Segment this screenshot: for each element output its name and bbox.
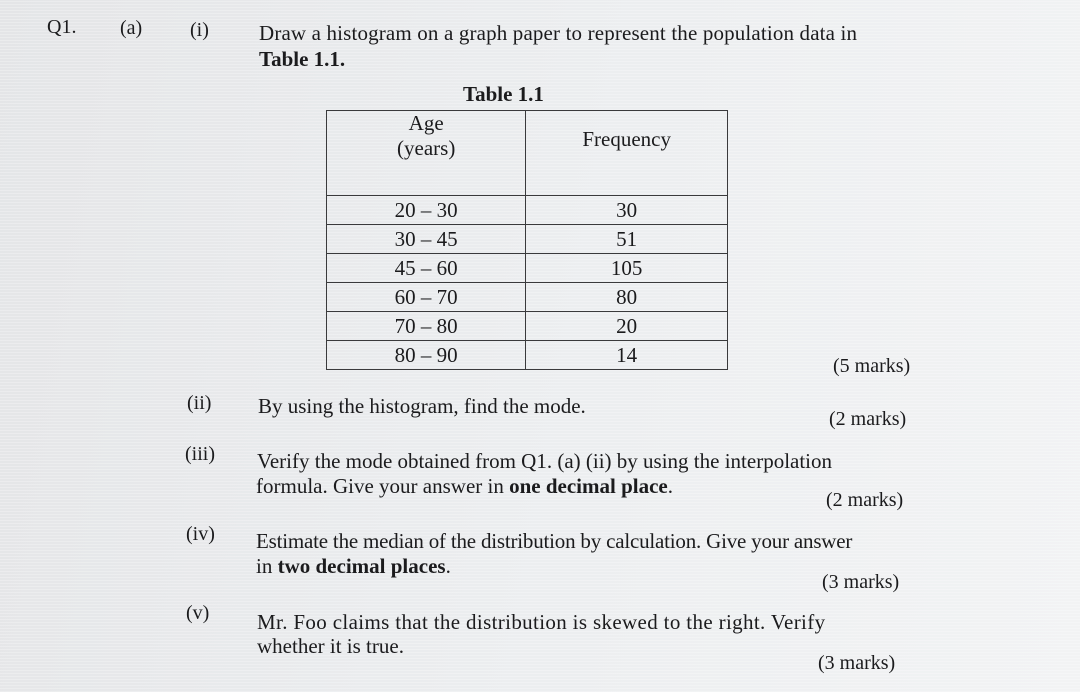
subpart-v-text-line2: whether it is true. bbox=[257, 634, 404, 658]
frequency-cell: 20 bbox=[526, 312, 728, 341]
subpart-iv-line2-post: . bbox=[445, 554, 451, 578]
frequency-cell: 51 bbox=[526, 225, 728, 254]
table-row bbox=[327, 196, 728, 225]
age-cell: 60 – 70 bbox=[327, 283, 526, 312]
subpart-i-text-line2: Table 1.1. bbox=[259, 47, 346, 71]
subpart-iv-line2-pre: in bbox=[256, 554, 278, 578]
subpart-iii-text-line1: Verify the mode obtained from Q1. (a) (ii) by using the interpolation bbox=[257, 449, 833, 473]
subpart-label-ii: (ii) bbox=[187, 392, 212, 414]
subpart-iv-text-line1: Estimate the median of the distribution by calculation. Give your answer bbox=[256, 529, 853, 553]
table-row bbox=[327, 341, 728, 370]
subpart-label-v: (v) bbox=[186, 602, 210, 624]
frequency-cell: 105 bbox=[526, 254, 728, 283]
subpart-label-iii: (iii) bbox=[185, 443, 215, 465]
subpart-iii-line2-pre: formula. Give your answer in bbox=[256, 474, 510, 498]
subpart-i-marks: (5 marks) bbox=[833, 355, 911, 377]
age-header-line2: (years) bbox=[397, 136, 456, 161]
table-row bbox=[327, 283, 728, 312]
frequency-column-header: Frequency bbox=[526, 111, 728, 196]
question-number: Q1. bbox=[47, 16, 77, 38]
age-cell: 70 – 80 bbox=[327, 312, 526, 341]
part-label: (a) bbox=[120, 17, 143, 39]
subpart-iii-line2-post: . bbox=[667, 474, 673, 498]
subpart-ii-text: By using the histogram, find the mode. bbox=[258, 394, 586, 418]
subpart-iv-text-line2 bbox=[256, 556, 451, 577]
subpart-iii-marks: (2 marks) bbox=[826, 489, 904, 511]
subpart-i-text-line1: Draw a histogram on a graph paper to represent the population data in bbox=[259, 21, 858, 45]
table-caption: Table 1.1 bbox=[463, 82, 544, 106]
age-header-line1: Age bbox=[408, 111, 444, 135]
table-header-row bbox=[327, 111, 728, 196]
age-cell: 45 – 60 bbox=[327, 254, 526, 283]
subpart-iii-text-line2 bbox=[256, 476, 673, 497]
frequency-cell: 80 bbox=[526, 283, 728, 312]
subpart-ii-marks: (2 marks) bbox=[829, 408, 907, 430]
table-row bbox=[327, 254, 728, 283]
subpart-label-i: (i) bbox=[190, 19, 209, 41]
age-cell: 20 – 30 bbox=[327, 196, 526, 225]
subpart-iv-emphasis: two decimal places bbox=[277, 554, 446, 578]
subpart-iv-marks: (3 marks) bbox=[822, 571, 900, 593]
frequency-cell: 14 bbox=[526, 341, 728, 370]
table-row bbox=[327, 225, 728, 254]
population-table bbox=[326, 110, 728, 370]
subpart-label-iv: (iv) bbox=[186, 523, 215, 545]
subpart-iii-emphasis: one decimal place bbox=[509, 474, 668, 498]
age-cell: 30 – 45 bbox=[327, 225, 526, 254]
subpart-v-marks: (3 marks) bbox=[818, 652, 896, 674]
subpart-v-text-line1: Mr. Foo claims that the distribution is skewed to the right. Verify bbox=[257, 610, 826, 634]
age-column-header bbox=[327, 111, 526, 196]
frequency-cell: 30 bbox=[526, 196, 728, 225]
age-cell: 80 – 90 bbox=[327, 341, 526, 370]
table-row bbox=[327, 312, 728, 341]
